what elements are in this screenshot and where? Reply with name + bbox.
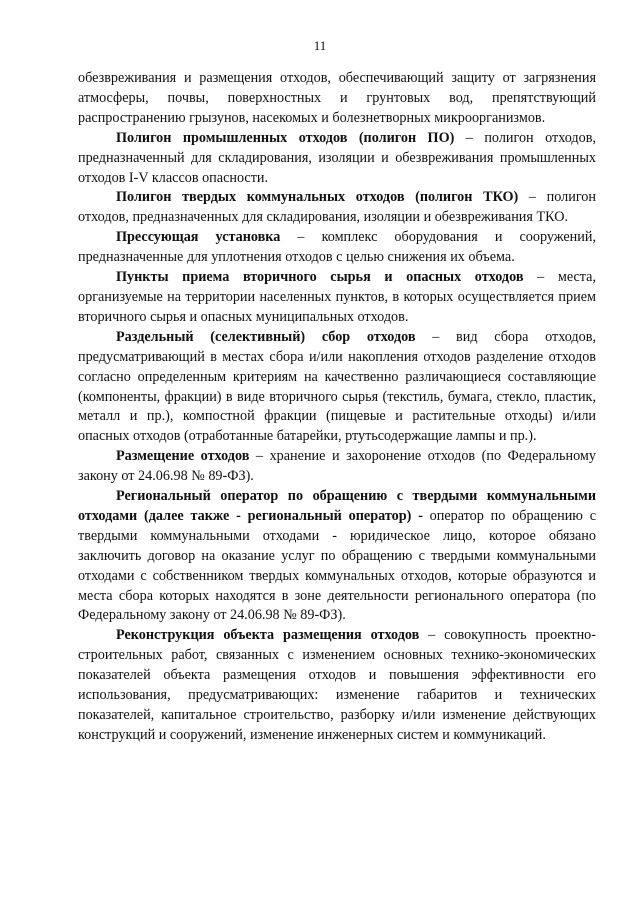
definition-text: оператор по обращению с твердыми коммунальными отходами - юридическое лицо, которое обязано заключить договор на оказание услуг по обращению с твердыми коммунальными отходами с собственником твердых коммунальных отходов, которые образуются и места сбора которых находятся в зоне деятельности регионального оператора (по Федеральному закону от 24.06.98 № 89-ФЗ). xyxy=(78,507,596,624)
definition-term: Пункты приема вторичного сырья и опасных отходов xyxy=(116,269,524,286)
definition-polygon-po xyxy=(78,129,596,189)
definition-text: – вид сбора отходов, предусматривающий в местах сбора и/или накопления отходов разделение отходов согласно определенным критериям на качественно различающиеся составляющие (компоненты, фракции) в виде вторичного сырья (текстиль, бумага, стекло, пластик, металл и пр.), компостной фракции (пищевые и растительные отходы) и/или опасных отходов (отработанные батарейки, ртутьсодержащие лампы и пр.). xyxy=(78,328,596,445)
definition-pressing-unit xyxy=(78,228,596,268)
definition-text: – места, организуемые на территории населенных пунктов, в которых осуществляется прием вторичного сырья и опасных муниципальных отходов. xyxy=(78,269,596,325)
definition-reconstruction xyxy=(78,626,596,745)
page-content xyxy=(78,69,596,746)
definition-term: Реконструкция объекта размещения отходов xyxy=(116,627,420,644)
definition-regional-operator xyxy=(78,487,596,626)
paragraph-text: обезвреживания и размещения отходов, обеспечивающий защиту от загрязнения атмосферы, почвы, поверхностных и грунтовых вод, препятствующий распространению грызунов, насекомых и болезнетворных микроорганизмов. xyxy=(78,70,596,126)
definition-collection-points xyxy=(78,268,596,328)
definition-text: – совокупность проектно-строительных работ, связанных с изменением основных технико-экономических показателей объекта размещения отходов и повышения эффективности его использования, предусматривающих: изменение габаритов и технических показателей, капитальное строительство, разборку и/или изменение действующих конструкций и сооружений, изменение инженерных систем и коммуникаций. xyxy=(78,627,596,743)
definition-term: Региональный оператор по обращению с твердыми коммунальными отходами (далее также - региональный оператор) - xyxy=(78,488,596,524)
definition-waste-placement xyxy=(78,447,596,487)
definition-term: Раздельный (селективный) сбор отходов xyxy=(116,328,416,345)
definition-text: – хранение и захоронение отходов (по Федеральному закону от 24.06.98 № 89-ФЗ). xyxy=(78,448,596,485)
definition-text: – полигон отходов, предназначенный для складирования, изоляции и обезвреживания промышленных отходов I-V классов опасности. xyxy=(78,129,596,186)
page-number: 11 xyxy=(313,38,327,53)
definition-polygon-tko xyxy=(78,188,596,228)
definition-term: Полигон твердых коммунальных отходов (полигон ТКО) xyxy=(116,189,519,206)
paragraph-continuation xyxy=(78,69,596,129)
definition-term: Полигон промышленных отходов (полигон ПО) xyxy=(116,129,455,146)
definition-text: – комплекс оборудования и сооружений, предназначенные для уплотнения отходов с целью снижения их объема. xyxy=(78,229,597,266)
definition-term: Прессующая установка xyxy=(116,229,281,246)
definition-separate-collection xyxy=(78,328,596,447)
definition-text: – полигон отходов, предназначенных для складирования, изоляции и обезвреживания ТКО. xyxy=(78,189,596,226)
definition-term: Размещение отходов xyxy=(116,448,250,465)
